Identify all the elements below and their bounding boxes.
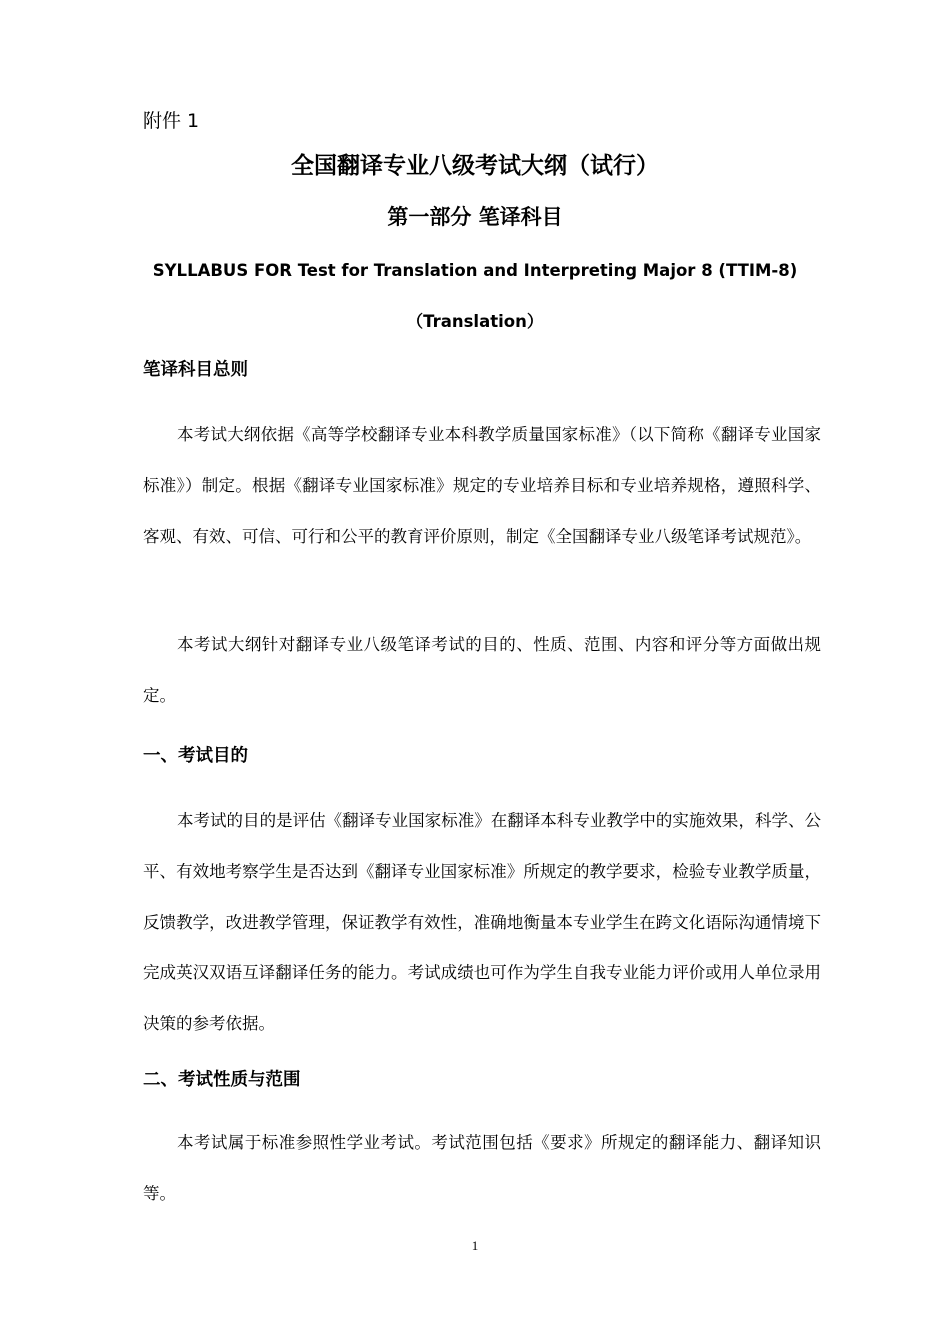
general-paragraph-1: 本考试大纲依据《高等学校翻译专业本科教学质量国家标准》（以下简称《翻译专业国家标准》）制定。根据《翻译专业国家标准》规定的专业培养目标和专业培养规格，遵照科学、客观、有效、可信、可行和公平的教育评价原则，制定《全国翻译专业八级笔译考试规范》。 <box>143 425 821 546</box>
general-paragraph-2: 本考试大纲针对翻译专业八级笔译考试的目的、性质、范围、内容和评分等方面做出规定。 <box>143 635 821 705</box>
english-subtitle: （Translation） <box>406 312 544 331</box>
english-title: SYLLABUS FOR Test for Translation and Interpreting Major 8 (TTIM-8) <box>152 261 798 280</box>
page-number: 1 <box>471 1238 479 1253</box>
document-title: 全国翻译专业八级考试大纲（试行） <box>291 153 659 179</box>
general-principles-heading: 笔译科目总则 <box>143 360 248 380</box>
section-2-heading: 二、考试性质与范围 <box>143 1070 301 1090</box>
section-2-paragraph: 本考试属于标准参照性学业考试。考试范围包括《要求》所规定的翻译能力、翻译知识等。 <box>143 1133 821 1203</box>
section-1-paragraph: 本考试的目的是评估《翻译专业国家标准》在翻译本科专业教学中的实施效果，科学、公平、有效地考察学生是否达到《翻译专业国家标准》所规定的教学要求，检验专业教学质量，反馈教学，改进教学管理，保证教学有效性，准确地衡量本专业学生在跨文化语际沟通情境下完成英汉双语互译翻译任务的能力。考试成绩也可作为学生自我专业能力评价或用人单位录用决策的参考依据。 <box>143 811 821 1034</box>
part-title: 第一部分 笔译科目 <box>387 205 563 229</box>
attachment-label: 附件 1 <box>143 110 200 132</box>
section-1-heading: 一、考试目的 <box>143 746 248 766</box>
